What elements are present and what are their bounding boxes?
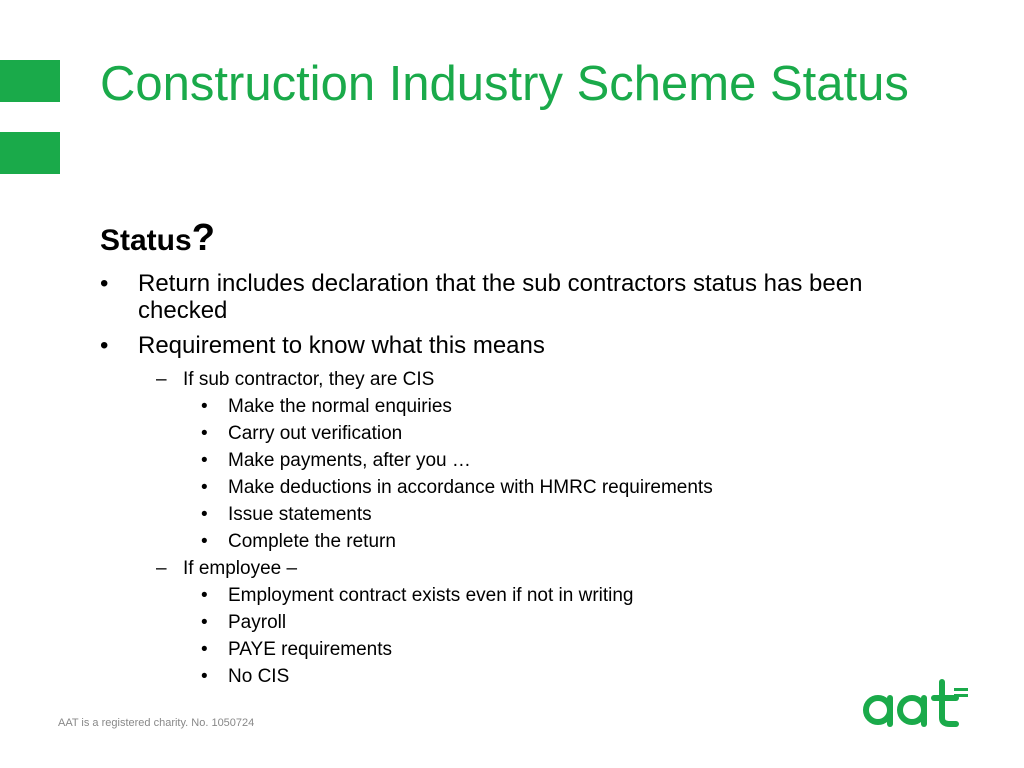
nested-list-item-text: PAYE requirements bbox=[228, 639, 393, 660]
bullet-icon: • bbox=[201, 666, 208, 687]
nested-list-item bbox=[0, 529, 1024, 554]
bullet-icon: • bbox=[201, 504, 208, 525]
nested-list-item-text: Payroll bbox=[228, 612, 287, 633]
nested-list-item-text: Issue statements bbox=[228, 504, 372, 525]
nested-list-item bbox=[0, 610, 1024, 635]
nested-list-item bbox=[0, 421, 1024, 446]
sub-list-item-text: If employee – bbox=[183, 558, 298, 579]
accent-bar-bottom bbox=[0, 132, 60, 174]
bullet-icon: • bbox=[100, 332, 109, 359]
dash-icon: – bbox=[156, 558, 167, 579]
bullet-icon: • bbox=[201, 477, 208, 498]
bullet-icon: • bbox=[201, 585, 208, 606]
nested-list-item-text: Employment contract exists even if not in writing bbox=[228, 585, 634, 606]
nested-list-item bbox=[0, 394, 1024, 419]
sub-list-item bbox=[0, 556, 1024, 581]
bullet-icon: • bbox=[201, 423, 208, 444]
bullet-icon: • bbox=[201, 639, 208, 660]
bullet-icon: • bbox=[201, 531, 208, 552]
nested-list-item-text: Complete the return bbox=[228, 531, 396, 552]
nested-list-item-text: Carry out verification bbox=[228, 423, 403, 444]
list-item-text: Return includes declaration that the sub contractors status has been checked bbox=[138, 270, 863, 324]
nested-list-item bbox=[0, 583, 1024, 608]
accent-bar-top bbox=[0, 60, 60, 102]
dash-icon: – bbox=[156, 369, 167, 390]
nested-list-item bbox=[0, 502, 1024, 527]
list-item bbox=[0, 332, 938, 359]
bullet-icon: • bbox=[201, 450, 208, 471]
nested-list-item-text: Make deductions in accordance with HMRC requirements bbox=[228, 477, 713, 498]
section-heading-mark: ? bbox=[191, 217, 215, 259]
bullet-icon: • bbox=[201, 396, 208, 417]
nested-list-item bbox=[0, 448, 1024, 473]
list-item-text: Requirement to know what this means bbox=[138, 332, 545, 359]
aat-logo-lines bbox=[954, 688, 968, 697]
bullet-list bbox=[0, 270, 1024, 691]
section-heading bbox=[100, 218, 215, 261]
aat-logo-glyph bbox=[866, 682, 956, 724]
aat-logo bbox=[862, 668, 972, 738]
section-heading-text: Status bbox=[100, 224, 192, 257]
slide-title: Construction Industry Scheme Status bbox=[100, 57, 909, 111]
nested-list-item-text: No CIS bbox=[228, 666, 290, 687]
sub-list-item-text: If sub contractor, they are CIS bbox=[183, 369, 435, 390]
bullet-icon: • bbox=[100, 270, 109, 297]
sub-list-item bbox=[0, 367, 1024, 392]
nested-list-item-text: Make the normal enquiries bbox=[228, 396, 452, 417]
footer-charity-note: AAT is a registered charity. No. 1050724 bbox=[58, 717, 255, 729]
nested-list-item-text: Make payments, after you … bbox=[228, 450, 471, 471]
list-item bbox=[0, 270, 938, 324]
nested-list-item bbox=[0, 475, 1024, 500]
bullet-icon: • bbox=[201, 612, 208, 633]
nested-list-item bbox=[0, 637, 1024, 662]
